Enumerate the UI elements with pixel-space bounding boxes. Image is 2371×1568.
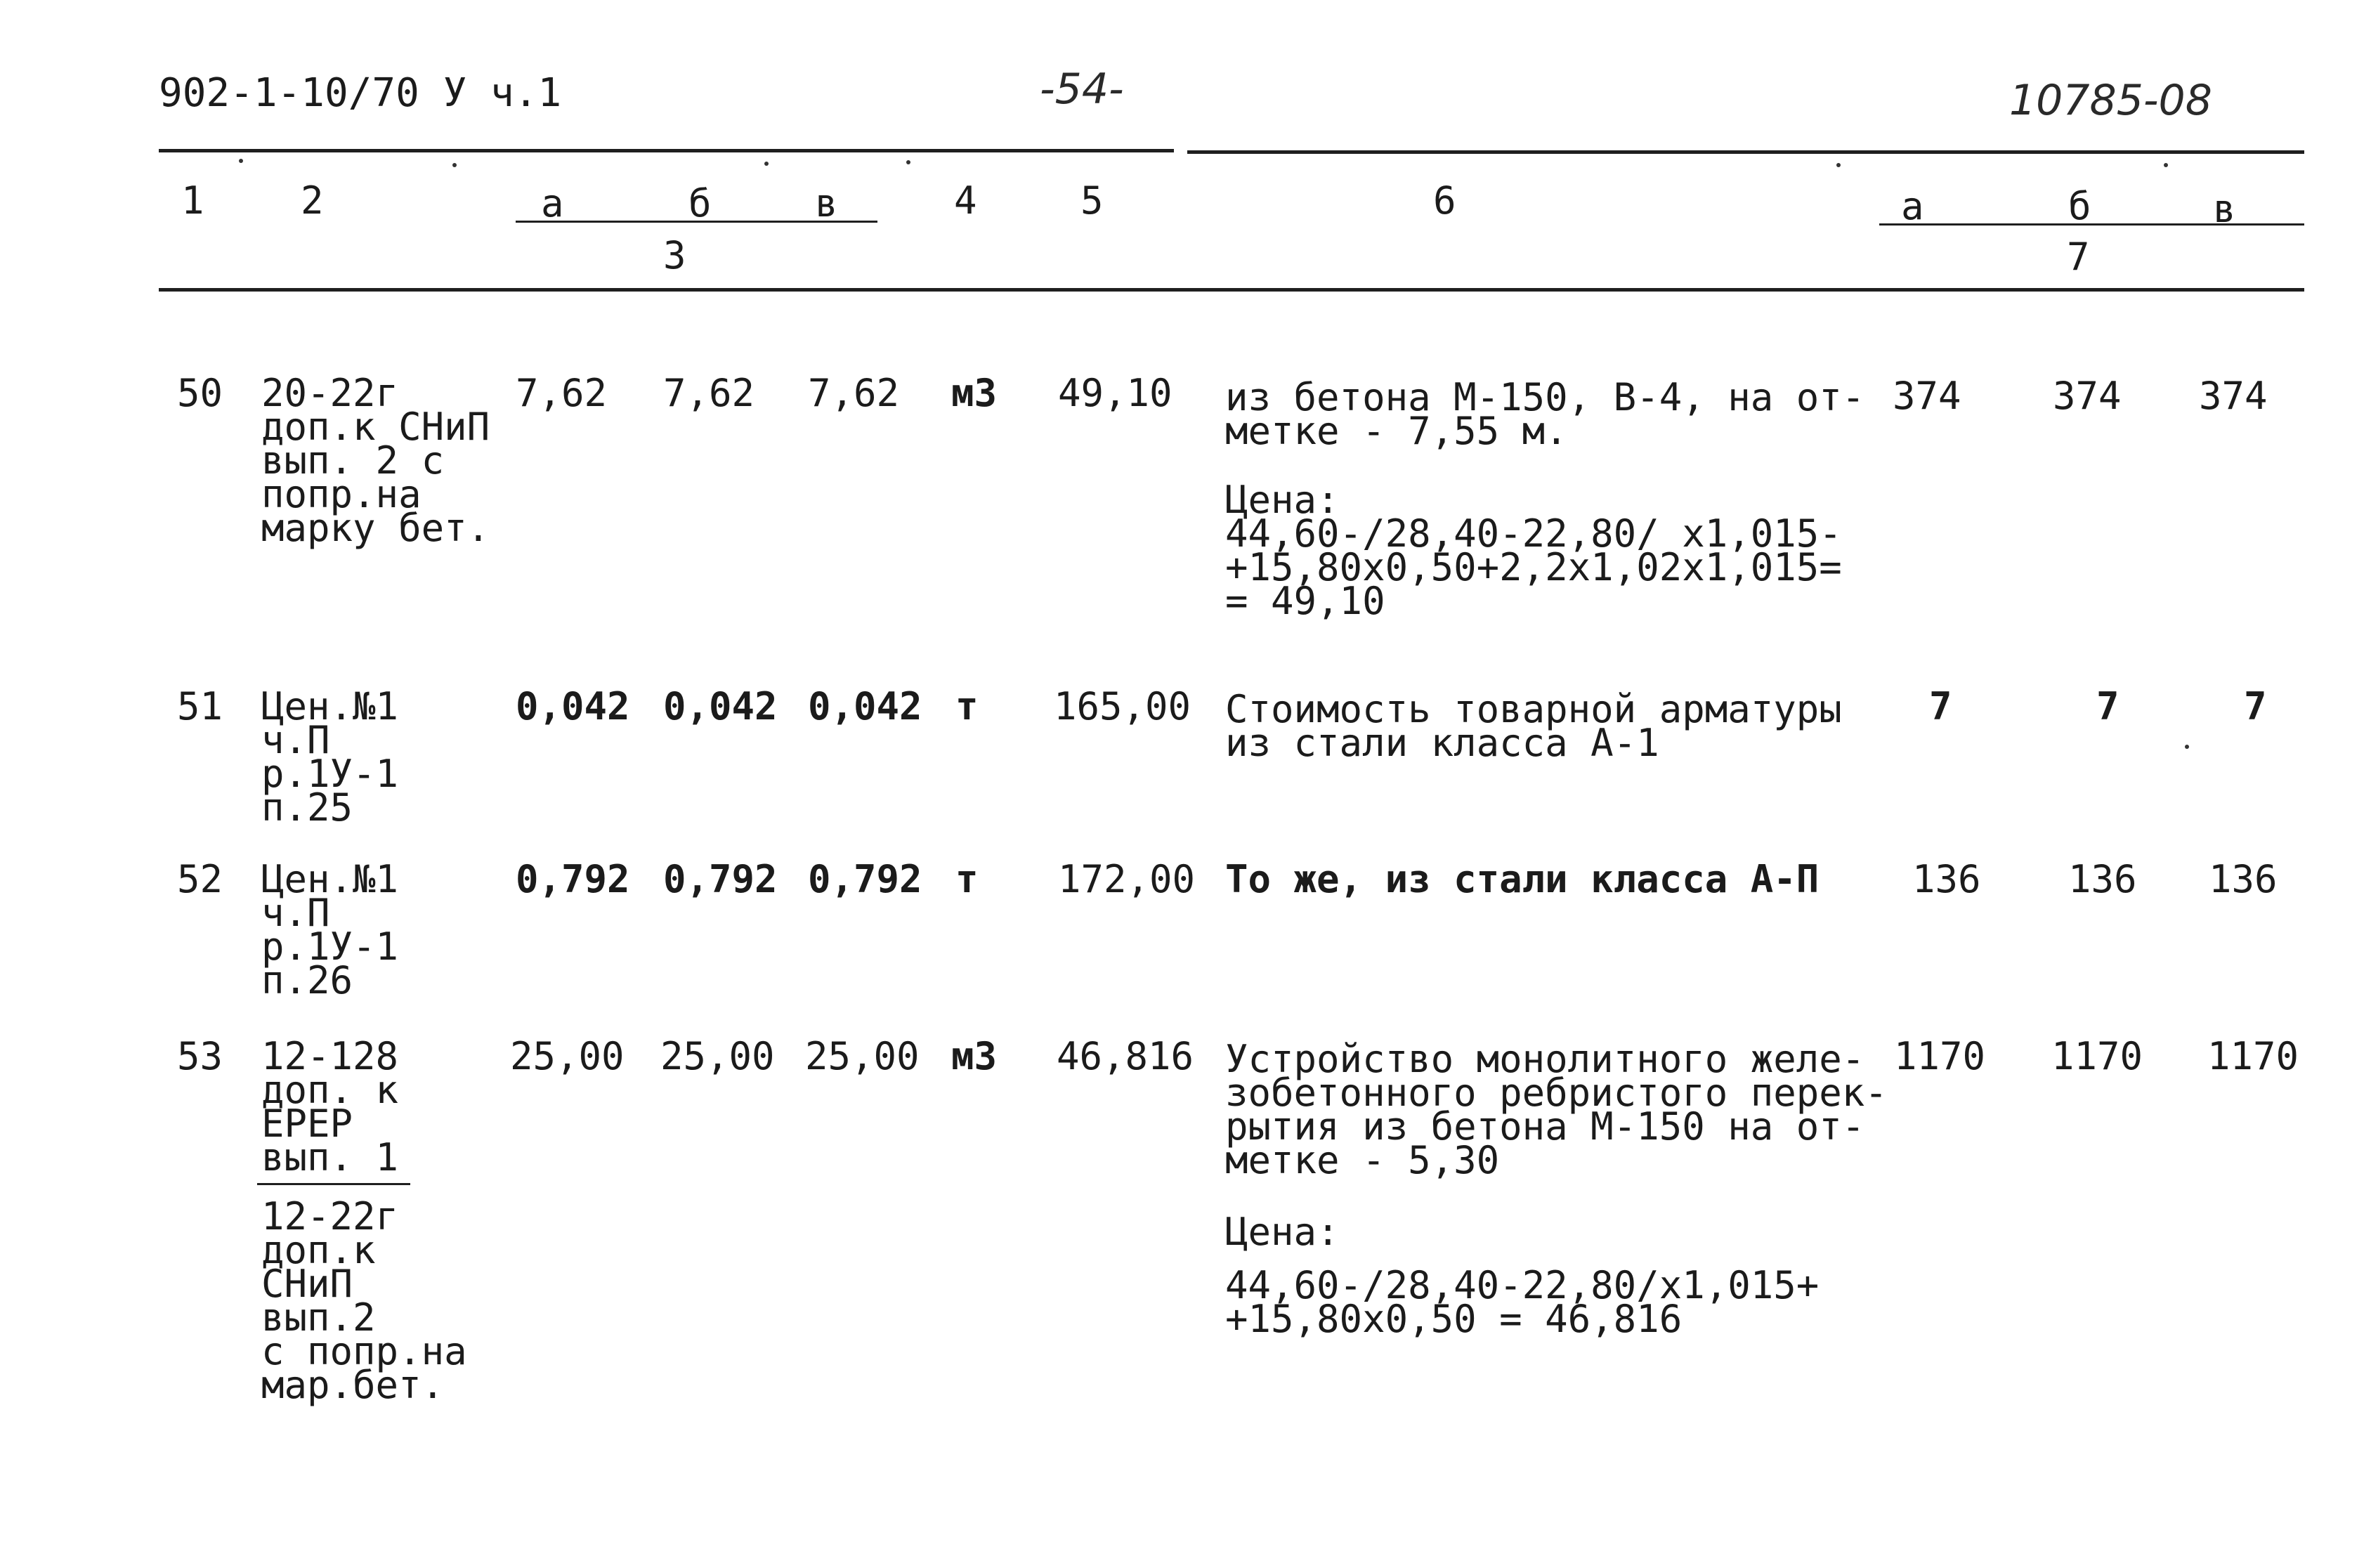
quantity-c: 25,00 <box>805 1034 920 1078</box>
document-code: 902-1-10/70 У ч.1 <box>159 70 562 116</box>
column-header-3c: в <box>815 181 838 226</box>
row-number: 53 <box>177 1034 223 1078</box>
price-calculation: 44,60-/28,40-22,80/х1,015+ +15,80х0,50 = 46,816 <box>1225 1263 1820 1341</box>
quantity-b: 0,042 <box>663 684 778 729</box>
scan-speck <box>764 162 769 166</box>
total-b: 1170 <box>2051 1034 2143 1078</box>
quantity-c: 0,792 <box>808 857 922 901</box>
price-label: Цена: <box>1225 1210 1340 1254</box>
quantity-a: 7,62 <box>516 371 608 415</box>
page-number: -54- <box>1040 65 1124 114</box>
unit: м3 <box>951 1034 998 1078</box>
total-c: 1170 <box>2207 1034 2299 1078</box>
unit: т <box>955 684 979 729</box>
quantity-a: 0,792 <box>516 857 630 901</box>
total-a: 374 <box>1893 374 1961 418</box>
quantity-a: 25,00 <box>510 1034 625 1078</box>
work-description: Стоимость товарной арматуры из стали класса А-1 <box>1225 687 1842 765</box>
quantity-b: 0,792 <box>663 857 778 901</box>
unit-price: 165,00 <box>1054 684 1191 729</box>
scan-speck <box>2164 163 2168 167</box>
norm-reference: 12-128 доп. к ЕРЕР вып. 1 <box>261 1034 399 1180</box>
column-header-3a: а <box>541 181 564 226</box>
archive-number: 10785-08 <box>2009 76 2212 125</box>
column-header-7c: в <box>2213 187 2236 231</box>
column-header-7a: а <box>1901 184 1924 228</box>
norm-reference: Цен.№1 ч.П р.1У-1 п.26 <box>261 857 399 1002</box>
row-number: 50 <box>177 371 223 415</box>
total-c: 136 <box>2209 857 2278 901</box>
total-b: 136 <box>2068 857 2137 901</box>
row-number: 51 <box>177 684 223 729</box>
table-top-rule-right <box>1187 150 2304 154</box>
price-calculation: Цена: 44,60-/28,40-22,80/ х1,015- +15,80х0,50+2,2х1,02х1,015= = 49,10 <box>1225 478 1842 623</box>
norm-reference: 20-22г доп.к СНиП вып. 2 с попр.на марку бет. <box>261 371 490 550</box>
total-b: 374 <box>2053 374 2122 418</box>
column-header-7: 7 <box>2067 235 2090 279</box>
scan-speck <box>2185 745 2189 749</box>
quantity-c: 7,62 <box>808 371 900 415</box>
norm-reference: Цен.№1 ч.П р.1У-1 п.25 <box>261 684 399 830</box>
total-c: 374 <box>2199 374 2268 418</box>
unit: т <box>955 857 979 901</box>
column-header-4: 4 <box>954 178 977 223</box>
total-a: 1170 <box>1894 1034 1986 1078</box>
scan-speck <box>1836 163 1841 167</box>
total-a: 7 <box>1929 684 1952 729</box>
row-number: 52 <box>177 857 223 901</box>
unit-price: 49,10 <box>1058 371 1173 415</box>
scan-speck <box>452 163 457 167</box>
work-description: Устройство монолитного желе- зобетонного ребристого перек- рытия из бетона М-150 на от- метке - 5,30 <box>1225 1037 1888 1182</box>
column-header-3: 3 <box>663 233 686 277</box>
column-header-5: 5 <box>1080 178 1104 223</box>
table-top-rule-left <box>159 149 1174 152</box>
norm-reference-alt: 12-22г доп.к СНиП вып.2 с попр.на мар.бет. <box>261 1194 467 1407</box>
total-c: 7 <box>2244 684 2267 729</box>
quantity-b: 25,00 <box>660 1034 775 1078</box>
column-header-1: 1 <box>181 178 204 223</box>
unit-price: 46,816 <box>1057 1034 1194 1078</box>
total-a: 136 <box>1912 857 1981 901</box>
scan-speck <box>906 160 910 164</box>
quantity-b: 7,62 <box>663 371 755 415</box>
unit: м3 <box>951 371 998 415</box>
column-header-7b: б <box>2068 184 2091 228</box>
quantity-c: 0,042 <box>808 684 922 729</box>
col7-subheader-rule <box>1879 223 2304 226</box>
column-header-2: 2 <box>301 178 324 223</box>
unit-price: 172,00 <box>1058 857 1196 901</box>
header-bottom-rule <box>159 288 2304 292</box>
norm-reference-divider <box>257 1183 410 1185</box>
scan-speck <box>239 159 243 163</box>
quantity-a: 0,042 <box>516 684 630 729</box>
work-description: из бетона М-150, В-4, на от- метке - 7,55 м. <box>1225 375 1865 453</box>
total-b: 7 <box>2096 684 2119 729</box>
column-header-3b: б <box>688 181 712 226</box>
work-description: То же, из стали класса А-П <box>1225 857 1820 901</box>
column-header-6: 6 <box>1433 178 1456 223</box>
